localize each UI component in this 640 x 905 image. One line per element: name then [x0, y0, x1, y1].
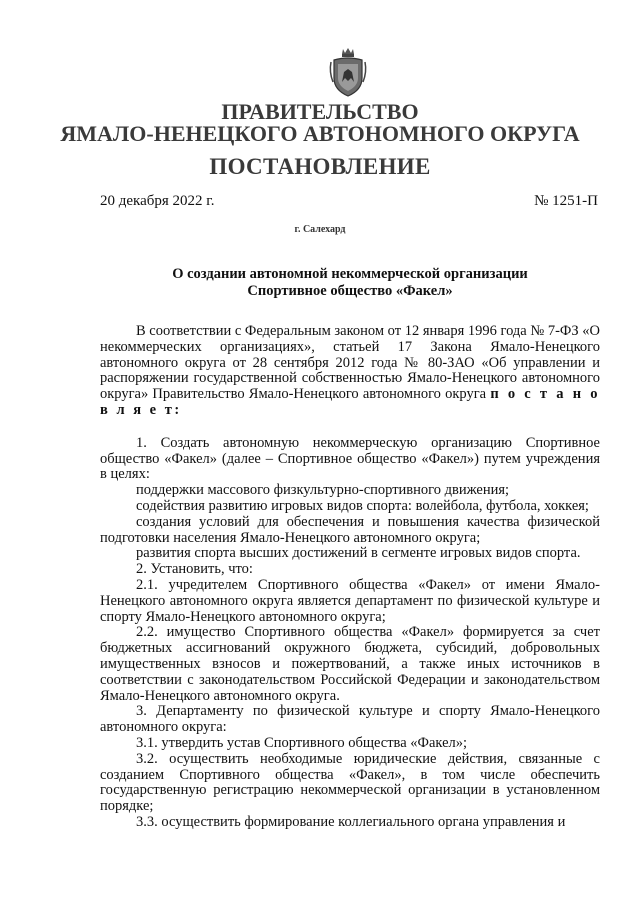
- coat-of-arms-emblem: [328, 48, 368, 98]
- document-body: [100, 324, 600, 831]
- list-item: развития спорта высших достижений в сегменте игровых видов спорта.: [136, 545, 581, 562]
- list-item: содействия развитию игровых видов спорта: волейбола, футбола, хоккея;: [136, 497, 589, 514]
- paragraph-2-2: 2.2. имущество Спортивного общества «Факел» формируется за счет бюджетных ассигнований окружного бюджета, субсидий, добровольных имущественных взносов и пожертвований, а также иных источников в соответствии с законодательством Российской Федерации и законодательством Ямало-Ненецкого автономного округа.: [100, 624, 600, 704]
- paragraph-3-3: 3.3. осуществить формирование коллегиального органа управления и: [136, 813, 566, 830]
- list-item: создания условий для обеспечения и повышения качества физической подготовки населения Ямало-Ненецкого автономного округа;: [100, 513, 600, 546]
- paragraph-2-1: 2.1. учредителем Спортивного общества «Факел» от имени Ямало-Ненецкого автономного округа является департамент по физической культуре и спорту Ямало-Ненецкого автономного округа;: [100, 576, 600, 625]
- title-line2: Спортивное общество «Факел»: [247, 283, 453, 299]
- list-item: поддержки массового физкультурно-спортивного движения;: [136, 482, 510, 499]
- paragraph-3-2: 3.2. осуществить необходимые юридические действия, связанные с созданием Спортивного общества «Факел», в том числе обеспечить государственную регистрацию некоммерческой организации в установленном порядке;: [100, 750, 600, 815]
- document-title: [100, 266, 600, 300]
- paragraph-3: 3. Департаменту по физической культуре и спорту Ямало-Ненецкого автономного округа:: [100, 703, 600, 736]
- title-line1: О создании автономной некоммерческой организации: [172, 266, 528, 282]
- document-type: ПОСТАНОВЛЕНИЕ: [209, 154, 431, 179]
- document-date: 20 декабря 2022 г.: [100, 193, 215, 209]
- government-name-line2: ЯМАЛО-НЕНЕЦКОГО АВТОНОМНОГО ОКРУГА: [60, 121, 580, 146]
- preamble: [100, 324, 600, 419]
- government-name-line1: ПРАВИТЕЛЬСТВО: [221, 99, 419, 124]
- paragraph-2: 2. Установить, что:: [136, 561, 253, 578]
- paragraph-1: 1. Создать автономную некоммерческую организацию Спортивное общество «Факел» (далее – Спортивное общество «Факел») путем учреждения в целях:: [100, 434, 600, 483]
- document-city: г. Салехард: [294, 224, 346, 235]
- document-number: № 1251-П: [534, 193, 598, 209]
- decides-label: п о с т а н о в л я е т:: [100, 386, 600, 418]
- paragraph-3-1: 3.1. утвердить устав Спортивного общества «Факел»;: [136, 734, 468, 751]
- preamble-text: В соответствии с Федеральным законом от 12 января 1996 года № 7-ФЗ «О некоммерческих организациях», статьей 17 Закона Ямало-Ненецкого автономного округа от 28 сентября 2012 года № 80-ЗАО «Об управлении и распоряжении государственной собственностью Ямало-Ненецкого автономного округа» Правительство Ямало-Ненецкого автономного округа: [100, 323, 600, 403]
